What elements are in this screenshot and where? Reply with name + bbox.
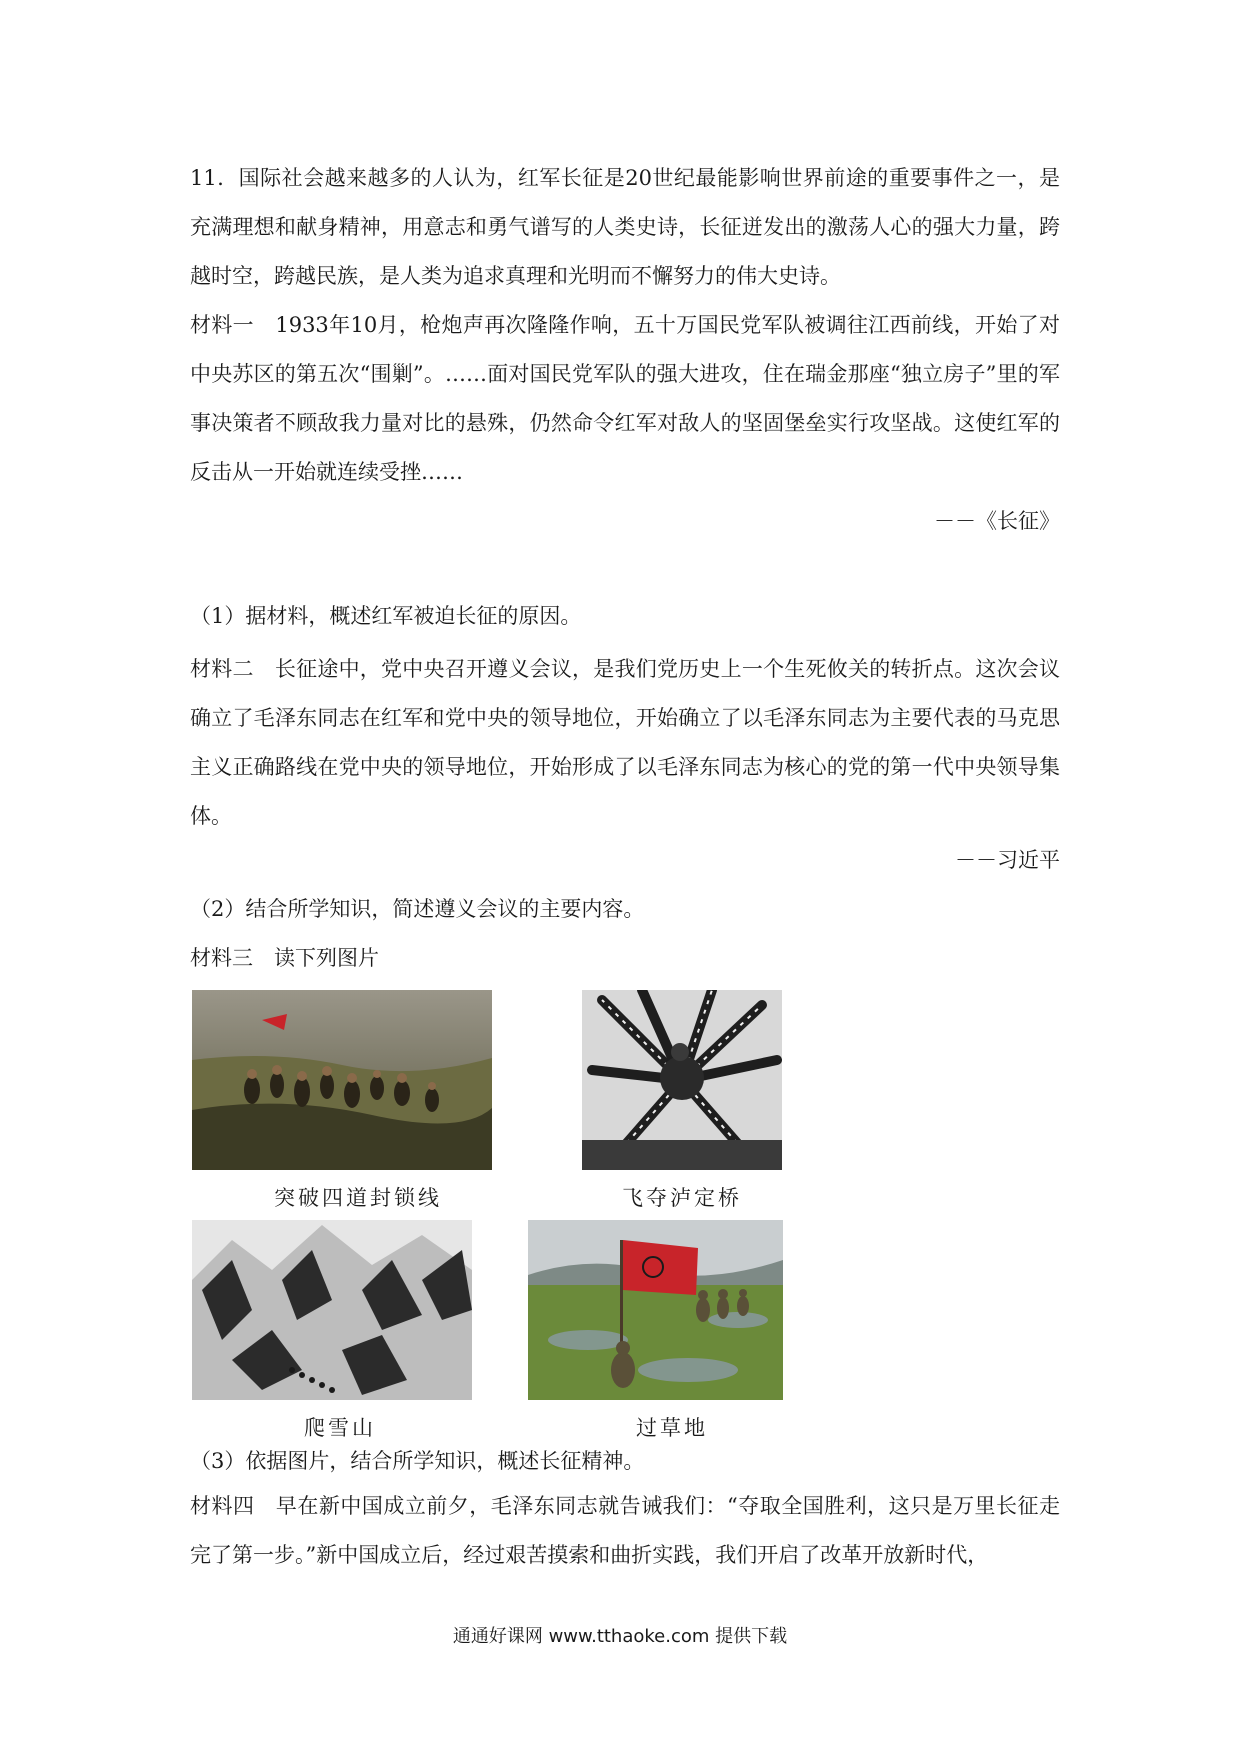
question-11 — [190, 154, 1060, 301]
material-1 — [190, 301, 1060, 497]
material-3-label: 材料三 读下列图片 — [190, 946, 379, 970]
caption-break-blockade: 突破四道封锁线 — [274, 1186, 442, 1210]
material-1-source: －－《长征》 — [934, 509, 1060, 533]
caption-luding-bridge: 飞夺泸定桥 — [622, 1186, 742, 1210]
material-2-source: －－习近平 — [955, 848, 1060, 872]
material-2 — [190, 645, 1060, 841]
photo-snow-mountain — [192, 1220, 472, 1400]
photo-grassland — [528, 1220, 783, 1400]
question-11-text: 11．国际社会越来越多的人认为，红军长征是20世纪最能影响世界前途的重要事件之一，是充满理想和献身精神，用意志和勇气谱写的人类史诗，长征迸发出的激荡人心的强大力量，跨越时空，跨越民族，是人类为追求真理和光明而不懈努力的伟大史诗。 — [190, 166, 1060, 288]
grassland-illustration — [528, 1220, 783, 1400]
sub-question-2: （2）结合所学知识，简述遵义会议的主要内容。 — [190, 897, 645, 921]
woodcut-illustration — [582, 990, 782, 1170]
caption-snow-mountain: 爬雪山 — [304, 1416, 376, 1440]
photo-luding-bridge — [582, 990, 782, 1170]
sub-question-1: （1）据材料，概述红军被迫长征的原因。 — [190, 604, 582, 628]
material-1-text: 材料一 1933年10月，枪炮声再次隆隆作响，五十万国民党军队被调往江西前线，开始了对中央苏区的第五次“围剿”。……面对国民党军队的强大进攻，住在瑞金那座“独立房子”里的军事决策者不顾敌我力量对比的悬殊，仍然命令红军对敌人的坚固堡垒实行攻坚战。这使红军的反击从一开始就连续受挫…… — [190, 313, 1060, 484]
caption-grassland: 过草地 — [636, 1416, 708, 1440]
page-footer: 通通好课网 www.tthaoke.com 提供下载 — [452, 1626, 788, 1647]
sub-question-3: （3）依据图片，结合所学知识，概述长征精神。 — [190, 1449, 645, 1473]
photo-break-blockade — [192, 990, 492, 1170]
material-4 — [190, 1482, 1060, 1580]
material-2-text: 材料二 长征途中，党中央召开遵义会议，是我们党历史上一个生死攸关的转折点。这次会议确立了毛泽东同志在红军和党中央的领导地位，开始确立了以毛泽东同志为主要代表的马克思主义正确路线在党中央的领导地位，开始形成了以毛泽东同志为核心的党的第一代中央领导集体。 — [190, 657, 1060, 828]
material-4-text: 材料四 早在新中国成立前夕，毛泽东同志就告诫我们：“夺取全国胜利，这只是万里长征走完了第一步。”新中国成立后，经过艰苦摸索和曲折实践，我们开启了改革开放新时代， — [190, 1494, 1060, 1567]
snow-mountain-illustration — [192, 1220, 472, 1400]
painting-illustration — [192, 990, 492, 1170]
